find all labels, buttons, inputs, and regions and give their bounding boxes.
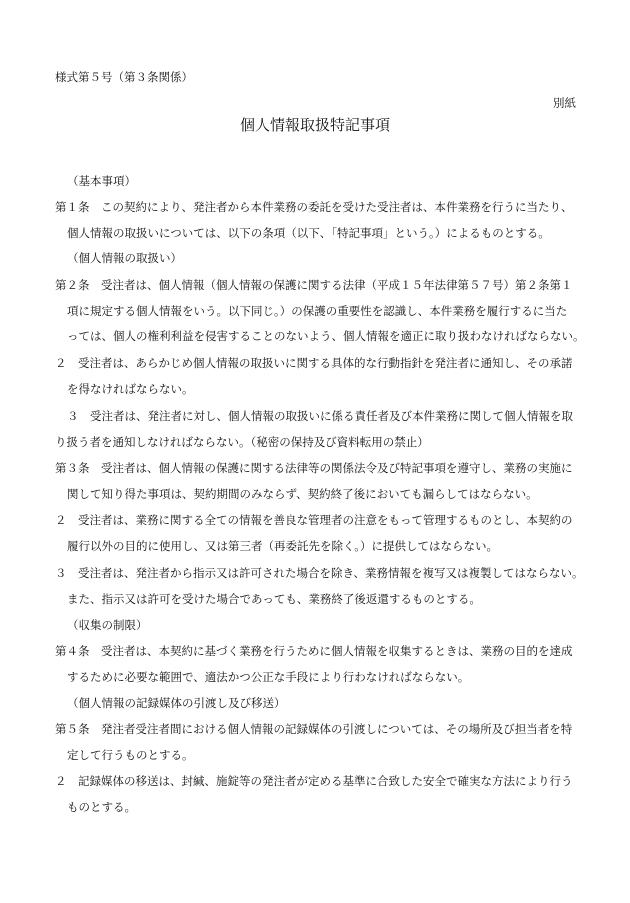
section-heading: （個人情報の記録媒体の引渡し及び移送）: [67, 696, 286, 710]
body-line: っては、個人の権利利益を侵害することのないよう、個人情報を適正に取り扱わなければならない。: [67, 329, 585, 343]
body-line: ものとする。: [67, 800, 136, 814]
body-line: 履行以外の目的に使用し、又は第三者（再委託先を除く。）に提供してはならない。: [67, 539, 499, 553]
body-line: ２ 受注者は、業務に関する全ての情報を善良な管理者の注意をもって管理するものとし、本契約の: [55, 513, 573, 527]
section-heading: （収集の制限）: [67, 618, 148, 632]
body-line: 第２条 受注者は、個人情報（個人情報の保護に関する法律（平成１５年法律第５７号）第２条第１: [55, 278, 573, 292]
body-line: 第１条 この契約により、発注者から本件業務の委託を受けた受注者は、本件業務を行うに当たり、: [55, 200, 573, 214]
body-line: ３ 受注者は、発注者から指示又は許可された場合を除き、業務情報を複写又は複製してはならない。: [55, 566, 584, 580]
body-line: ２ 受注者は、あらかじめ個人情報の取扱いに関する具体的な行動指針を発注者に通知し、その承諾: [55, 356, 573, 370]
body-line: 第３条 受注者は、個人情報の保護に関する法律等の関係法令及び特記事項を遵守し、業務の実施に: [55, 461, 573, 475]
section-heading: （個人情報の取扱い）: [67, 251, 182, 265]
body-line: ２ 記録媒体の移送は、封緘、施錠等の発注者が定める基準に合致した安全で確実な方法により行う: [55, 774, 573, 788]
body-line: 定して行うものとする。: [67, 748, 194, 762]
body-line: ３ 受注者は、発注者に対し、個人情報の取扱いに係る責任者及び本件業務に関して個人情報を取: [67, 409, 573, 423]
document-title: 個人情報取扱特記事項: [239, 116, 390, 134]
attachment-label: 別紙: [553, 96, 576, 110]
body-line: また、指示又は許可を受けた場合であっても、業務終了後返還するものとする。: [67, 592, 481, 606]
body-line: 個人情報の取扱いについては、以下の条項（以下、「特記事項」という。）によるものとする。: [67, 226, 550, 240]
body-line: 項に規定する個人情報をいう。以下同じ。）の保護の重要性を認識し、本件業務を履行するに当た: [67, 304, 568, 318]
body-line: を得なければならない。: [67, 382, 194, 396]
body-line: 第５条 発注者受注者間における個人情報の記録媒体の引渡しについては、その場所及び担当者を特: [55, 722, 573, 736]
body-line: 第４条 受注者は、本契約に基づく業務を行うために個人情報を収集するときは、業務の目的を達成: [55, 644, 573, 658]
body-line: り扱う者を通知しなければならない。（秘密の保持及び資料転用の禁止）: [55, 435, 429, 449]
form-label: 様式第５号（第３条関係）: [55, 70, 193, 84]
body-line: するために必要な範囲で、適法かつ公正な手段により行わなければならない。: [67, 670, 470, 684]
section-heading: （基本事項）: [67, 174, 136, 188]
body-line: 関して知り得た事項は、契約期間のみならず、契約終了後においても漏らしてはならない。: [67, 487, 538, 501]
